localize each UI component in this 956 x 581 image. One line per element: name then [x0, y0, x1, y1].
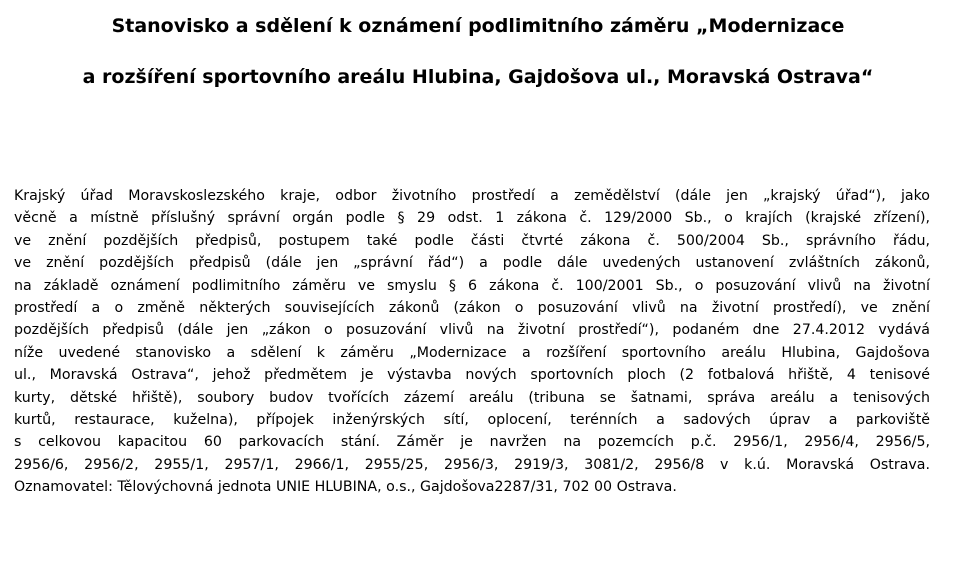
paragraph-line: ve znění pozdějších předpisů (dále jen „správní řád“) a podle dále uvedených ustanovení zvláštních zákonů, [14, 255, 930, 272]
paragraph-line: 2956/6, 2956/2, 2955/1, 2957/1, 2966/1, 2955/25, 2956/3, 2919/3, 3081/2, 2956/8 v k.ú. Moravská Ostrava. [14, 456, 930, 473]
paragraph-line: prostředí a o změně některých souvisejících zákonů (zákon o posuzování vlivů na životní prostředí), ve znění [14, 299, 930, 316]
paragraph-line: ve znění pozdějších předpisů, postupem také podle části čtvrté zákona č. 500/2004 Sb., správního řádu, [14, 232, 930, 249]
paragraph-line: ul., Moravská Ostrava“, jehož předmětem je výstavba nových sportovních ploch (2 fotbalová hřiště, 4 tenisové [14, 367, 930, 384]
document-body-paragraph [14, 185, 930, 498]
paragraph-line: věcně a místně příslušný správní orgán podle § 29 odst. 1 zákona č. 129/2000 Sb., o krajích (krajské zřízení), [14, 210, 930, 227]
paragraph-line: Krajský úřad Moravskoslezského kraje, odbor životního prostředí a zemědělství (dále jen „krajský úřad“), jako [14, 188, 930, 204]
paragraph-line: kurty, dětské hřiště), soubory budov tvořících zázemí areálu (tribuna se šatnami, správa areálu a tenisových [14, 389, 930, 406]
paragraph-line-last: Oznamovatel: Tělovýchovná jednota UNIE HLUBINA, o.s., Gajdošova2287/31, 702 00 Ostrava. [14, 479, 677, 496]
paragraph-line: kurtů, restaurace, kuželna), přípojek inženýrských sítí, oplocení, terénních a sadových úprav a parkoviště [14, 411, 930, 428]
paragraph-line: s celkovou kapacitou 60 parkovacích stání. Záměr je navržen na pozemcích p.č. 2956/1, 2956/4, 2956/5, [14, 434, 930, 451]
document-title-line-2: a rozšíření sportovního areálu Hlubina, Gajdošova ul., Moravská Ostrava“ [82, 66, 874, 88]
paragraph-line: níže uvedené stanovisko a sdělení k záměru „Modernizace a rozšíření sportovního areálu Hlubina, Gajdošova [14, 344, 930, 361]
document-title-line-1: Stanovisko a sdělení k oznámení podlimitního záměru „Modernizace [111, 15, 845, 37]
paragraph-line: na základě oznámení podlimitního záměru ve smyslu § 6 zákona č. 100/2001 Sb., o posuzování vlivů na životní [14, 277, 930, 294]
paragraph-line: pozdějších předpisů (dále jen „zákon o posuzování vlivů na životní prostředí“), podaném dne 27.4.2012 vydává [14, 322, 930, 339]
